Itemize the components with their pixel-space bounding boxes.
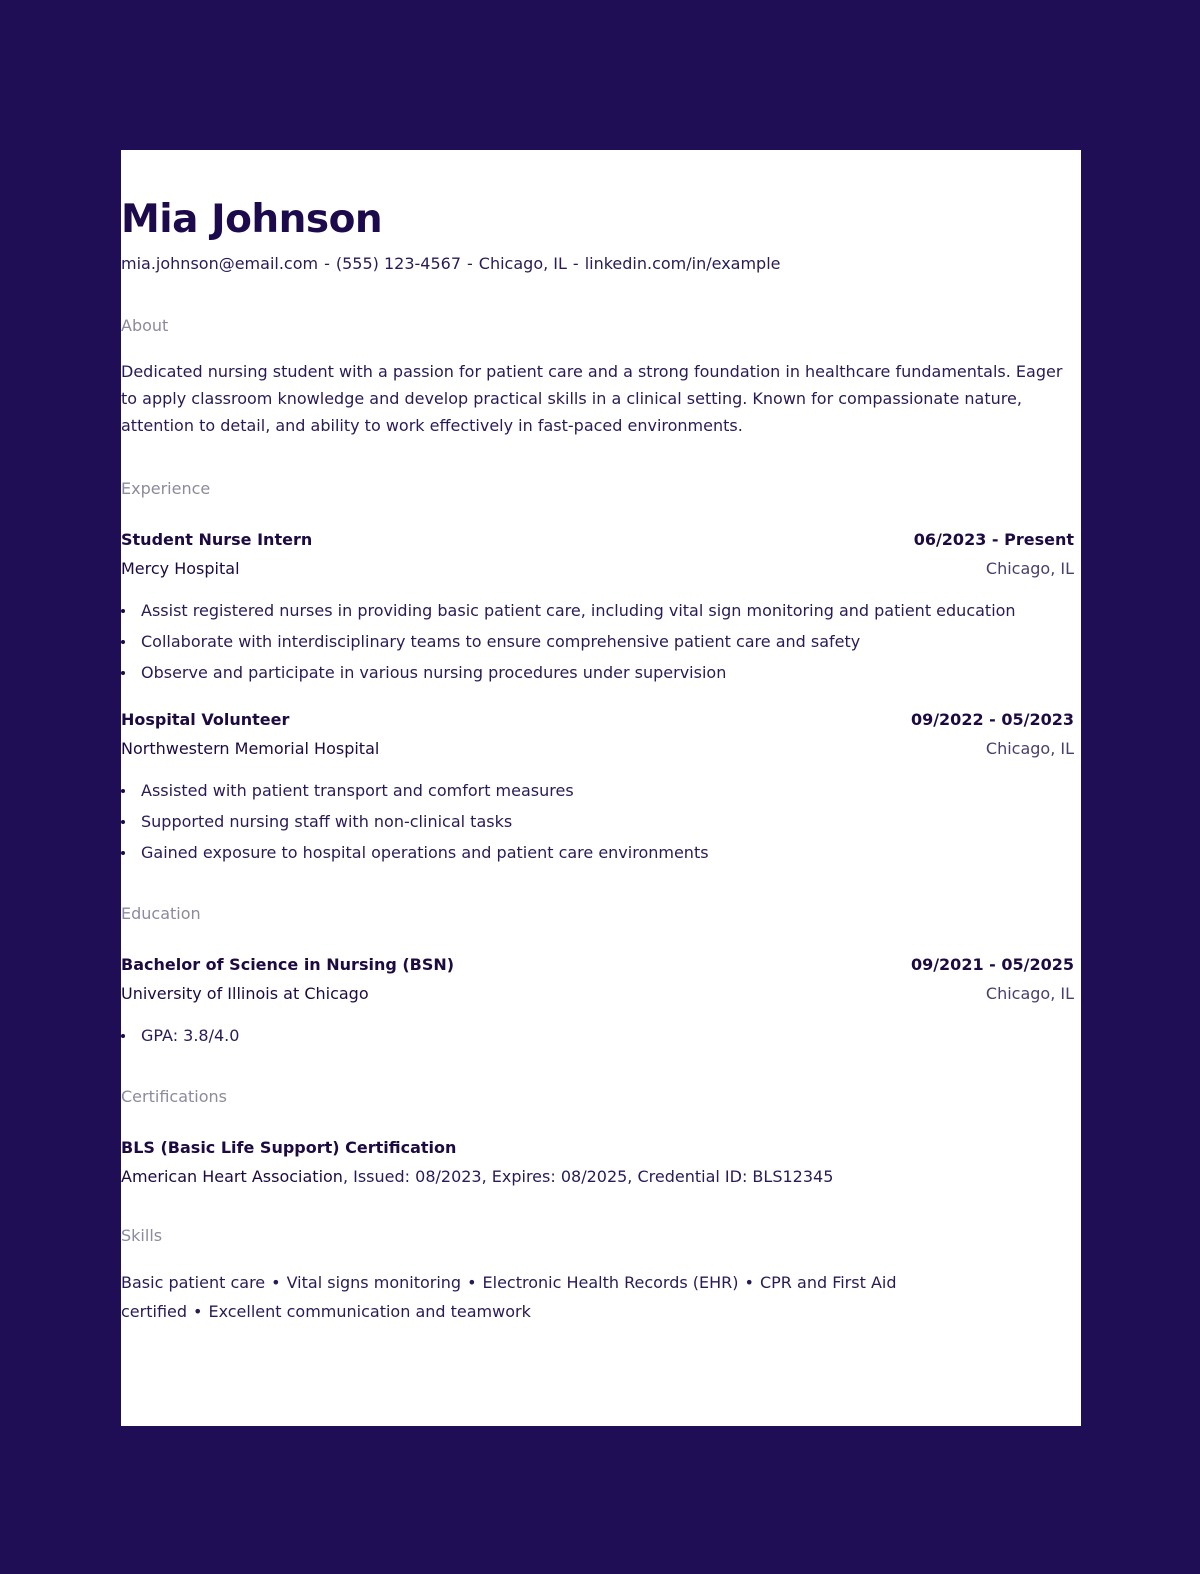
skill-separator: • (193, 1302, 203, 1321)
employer: Mercy Hospital (121, 559, 240, 578)
contact-separator: - (572, 254, 579, 273)
skill-separator: • (467, 1273, 477, 1292)
certification-name: BLS (Basic Life Support) Certification (121, 1138, 457, 1157)
bullet-item: Assisted with patient transport and comfort measures (121, 775, 1074, 806)
skill-item: Basic patient care (121, 1273, 266, 1292)
resume-page (121, 150, 1081, 1426)
bullet-item: Observe and participate in various nursing procedures under supervision (121, 657, 1074, 688)
section-heading-about: About (121, 316, 169, 335)
job-dates: 09/2022 - 05/2023 (910, 710, 1074, 729)
entry-subheader (121, 734, 1074, 763)
section-heading-education: Education (121, 904, 201, 923)
contact-linkedin: linkedin.com/in/example (584, 254, 781, 273)
section-heading-skills: Skills (121, 1226, 163, 1245)
certification-issuer: American Heart Association (121, 1167, 343, 1186)
contact-separator: - (324, 254, 330, 273)
contact-phone: (555) 123-4567 (335, 254, 462, 273)
skill-item: CPR and First Aid certified (121, 1273, 897, 1321)
bullet-item: Assist registered nurses in providing basic patient care, including vital sign monitoring and patient education (121, 595, 1074, 626)
degree: Bachelor of Science in Nursing (BSN) (121, 955, 455, 974)
certification-details-line (121, 1162, 1074, 1191)
bullet-list (121, 1020, 1074, 1051)
section-heading-experience: Experience (121, 479, 211, 498)
employer: Northwestern Memorial Hospital (121, 739, 380, 758)
entry-header (121, 1133, 1074, 1162)
skill-item: Electronic Health Records (EHR) (482, 1273, 739, 1292)
section-heading-certifications: Certifications (121, 1087, 227, 1106)
contact-email: mia.johnson@email.com (121, 254, 319, 273)
candidate-name: Mia Johnson (121, 197, 383, 242)
job-location: Chicago, IL (985, 559, 1074, 578)
entry-header (121, 525, 1074, 554)
bullet-item: Supported nursing staff with non-clinical tasks (121, 806, 1074, 837)
contact-line (121, 252, 1074, 276)
about-text: Dedicated nursing student with a passion for patient care and a strong foundation in healthcare fundamentals. Eager to apply classroom knowledge and develop practical skills in a clinical setting. Known for compassionate nature, attention to detail, and ability to work effectively in fast-paced environments. (121, 362, 1063, 435)
certification-entry (121, 1133, 1074, 1191)
bullet-list (121, 775, 1074, 868)
school: University of Illinois at Chicago (121, 984, 369, 1003)
education-entry (121, 950, 1074, 1051)
contact-separator: - (467, 254, 473, 273)
certification-details: , Issued: 08/2023, Expires: 08/2025, Credential ID: BLS12345 (342, 1167, 834, 1186)
school-location: Chicago, IL (985, 984, 1074, 1003)
entry-subheader (121, 979, 1074, 1008)
job-title: Hospital Volunteer (121, 710, 290, 729)
entry-subheader (121, 554, 1074, 583)
skill-item: Vital signs monitoring (286, 1273, 462, 1292)
job-location: Chicago, IL (985, 739, 1074, 758)
job-title: Student Nurse Intern (121, 530, 313, 549)
bullet-item: Gained exposure to hospital operations and patient care environments (121, 837, 1074, 868)
bullet-item: GPA: 3.8/4.0 (121, 1020, 1074, 1051)
job-dates: 06/2023 - Present (913, 530, 1074, 549)
skills-list (121, 1268, 1074, 1326)
entry-header (121, 950, 1074, 979)
experience-entry (121, 705, 1074, 868)
skill-separator: • (744, 1273, 754, 1292)
entry-header (121, 705, 1074, 734)
skill-separator: • (271, 1273, 281, 1292)
skill-item: Excellent communication and teamwork (208, 1302, 531, 1321)
experience-entry (121, 525, 1074, 688)
contact-location: Chicago, IL (478, 254, 567, 273)
education-dates: 09/2021 - 05/2025 (910, 955, 1074, 974)
bullet-item: Collaborate with interdisciplinary teams to ensure comprehensive patient care and safety (121, 626, 1074, 657)
bullet-list (121, 595, 1074, 688)
